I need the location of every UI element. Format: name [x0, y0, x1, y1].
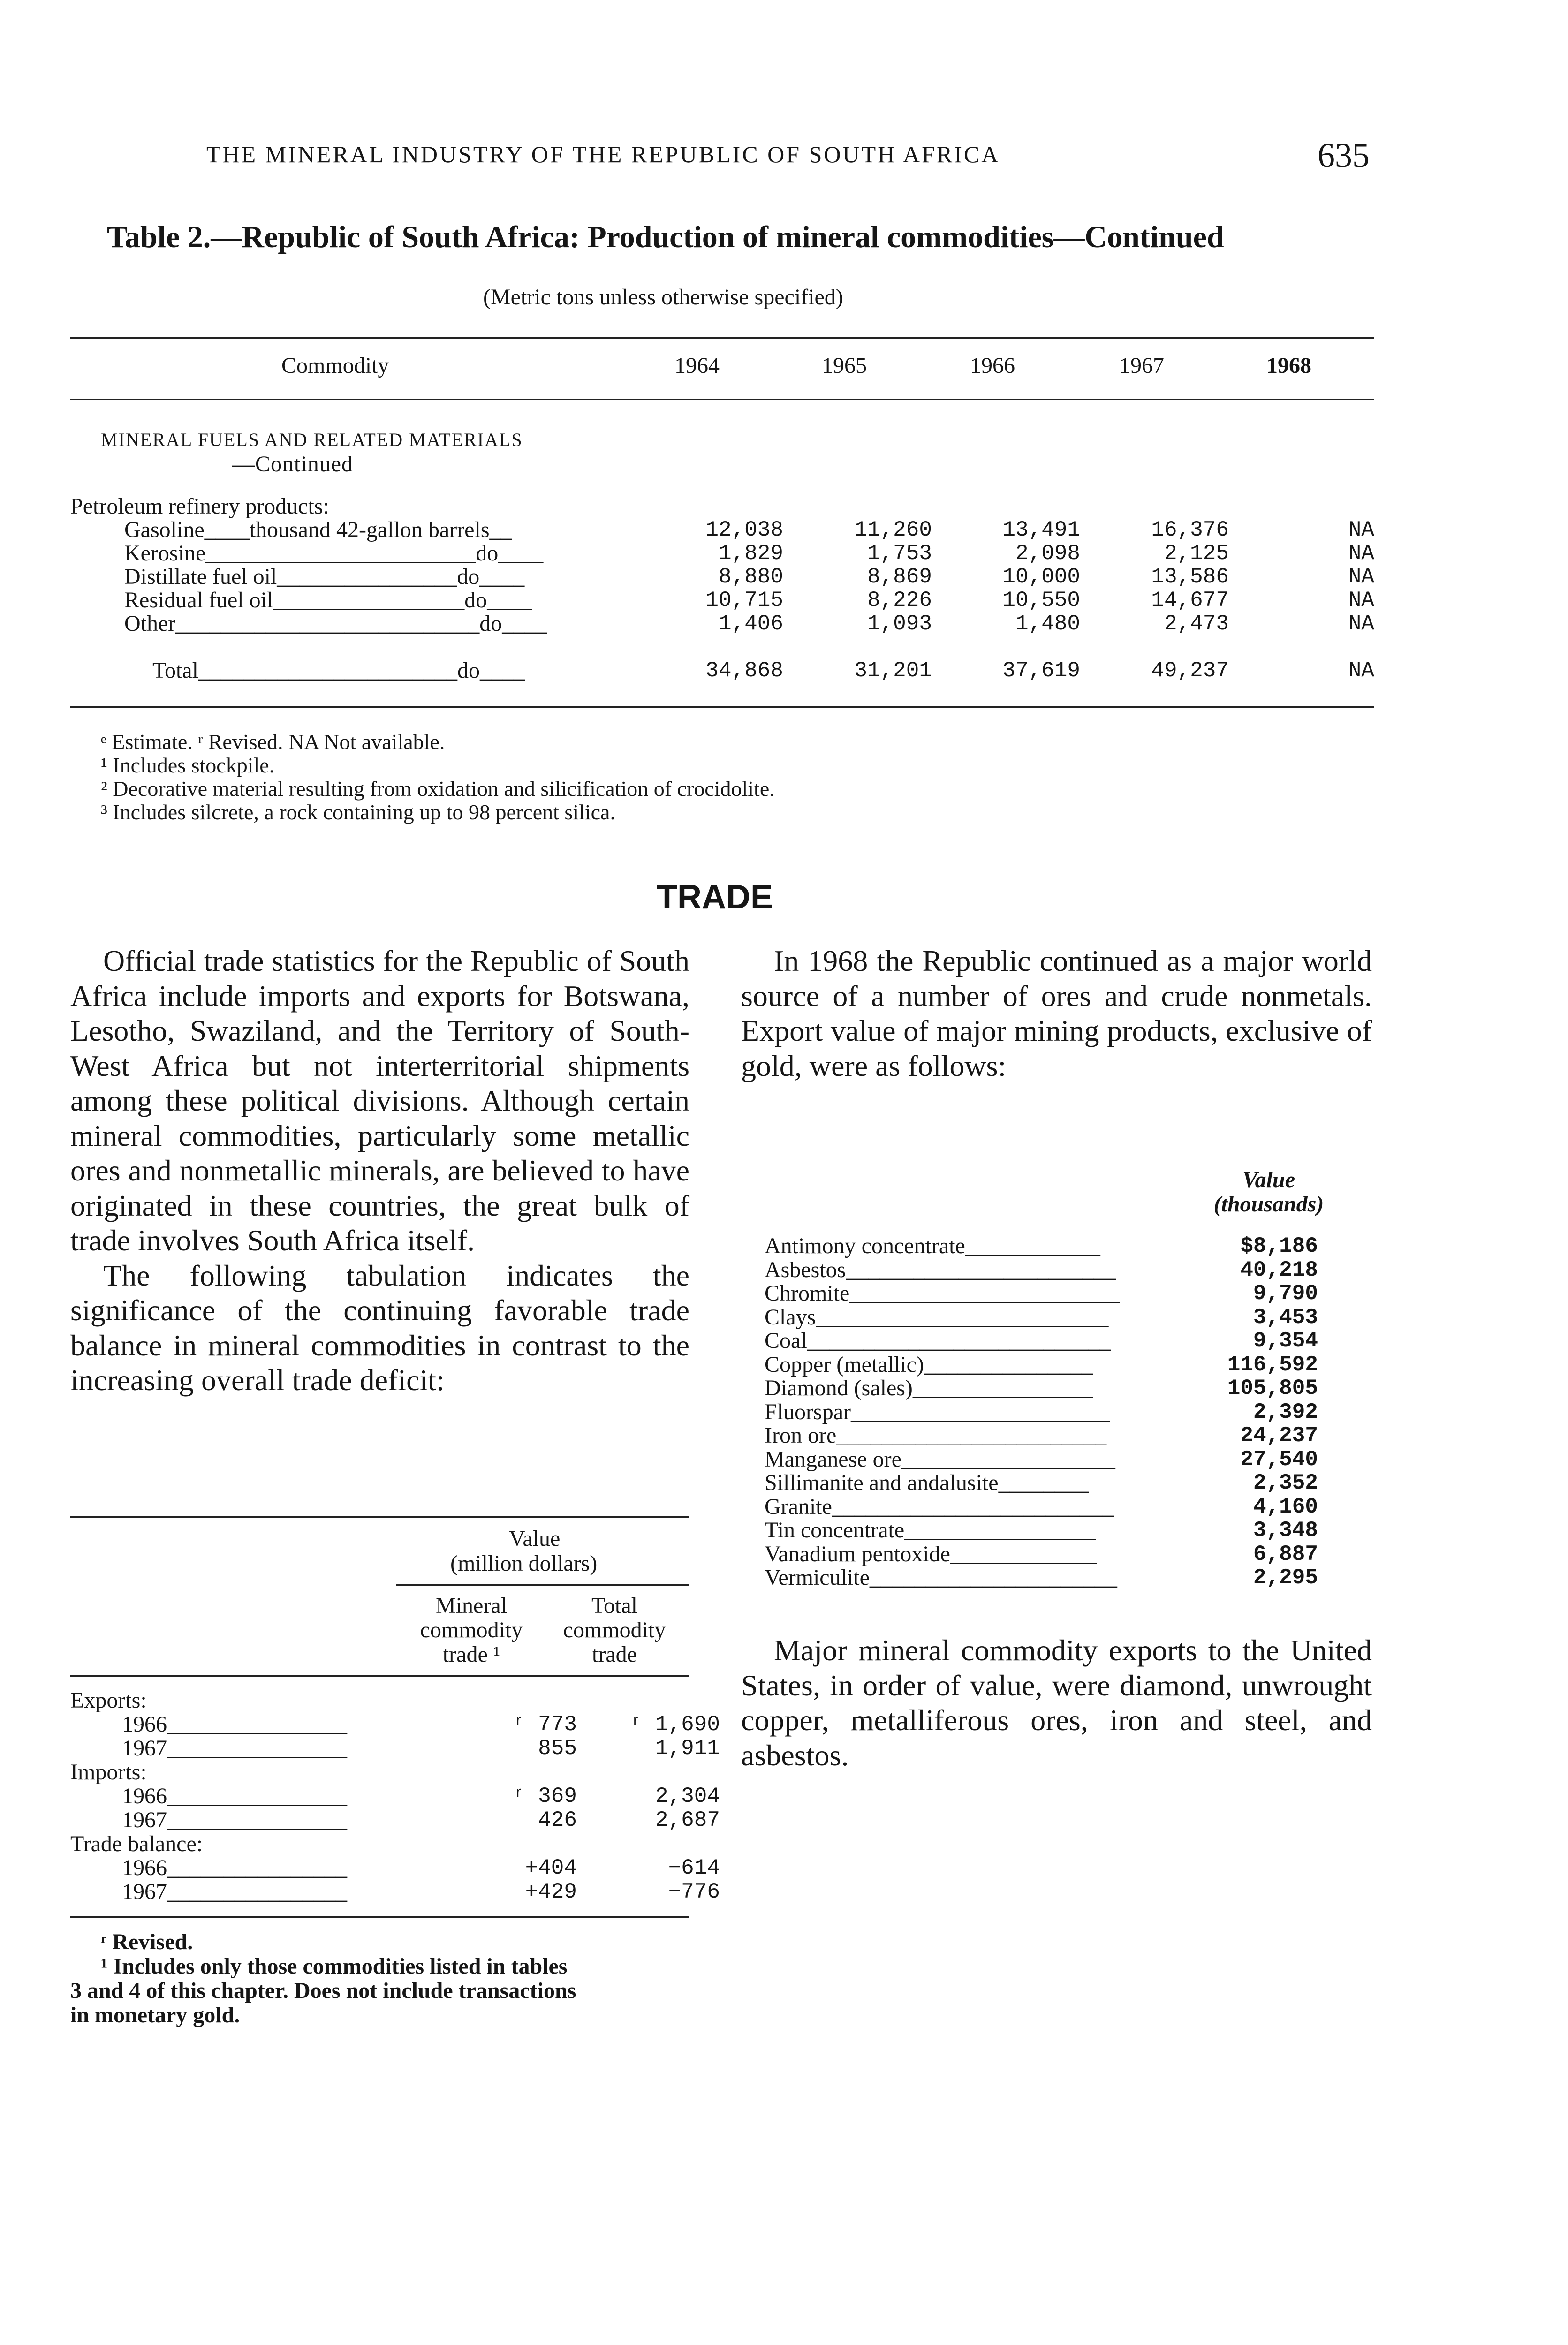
- cell: 1,480: [1015, 612, 1080, 636]
- list-item: [765, 1353, 1318, 1377]
- balance-value-unit: (million dollars): [450, 1551, 598, 1576]
- list-item: [765, 1424, 1318, 1448]
- cell: 1,911: [655, 1736, 720, 1761]
- list-item: [765, 1329, 1318, 1353]
- table-row: [70, 1808, 720, 1832]
- list-item: [765, 1566, 1318, 1590]
- cell: 37,619: [1002, 658, 1080, 683]
- item-label: Sillimanite and andalusite________: [765, 1470, 1089, 1495]
- item-label: Iron ore________________________: [765, 1423, 1107, 1448]
- table-subtitle: (Metric tons unless otherwise specified): [483, 285, 843, 310]
- item-value: 9,354: [1253, 1329, 1318, 1353]
- page-number: 635: [1318, 136, 1370, 175]
- cell: 1,753: [867, 541, 932, 566]
- balance-head-bottom-rule: [70, 1675, 689, 1677]
- footnote: ¹ Includes stockpile.: [101, 753, 275, 777]
- cell: ʳ 369: [512, 1784, 577, 1808]
- list-item: [765, 1377, 1318, 1400]
- list-item: [765, 1234, 1318, 1258]
- item-value: 2,295: [1253, 1566, 1318, 1590]
- cell: 16,376: [1151, 518, 1229, 542]
- item-value: 2,352: [1253, 1471, 1318, 1495]
- cell: 1,093: [867, 612, 932, 636]
- list-item: [765, 1400, 1318, 1424]
- table-top-rule: [70, 337, 1374, 339]
- row-label: 1967________________: [122, 1736, 347, 1761]
- item-label: Granite_________________________: [765, 1494, 1114, 1519]
- cell: 8,226: [867, 588, 932, 613]
- item-label: Diamond (sales)________________: [765, 1376, 1093, 1400]
- row-label: Imports:: [70, 1760, 147, 1785]
- footnote: in monetary gold.: [70, 2003, 240, 2027]
- table-row: [70, 1712, 720, 1737]
- footnote: ᵉ Estimate. ʳ Revised. NA Not available.: [101, 730, 445, 754]
- row-label: Distillate fuel oil________________do____: [124, 564, 525, 589]
- paragraph: In 1968 the Republic continued as a major world source of a number of ores and crude nonmetals. Export value of major mining products, exclusive of gold, were as follows:: [741, 944, 1372, 1082]
- group-label: Petroleum refinery products:: [70, 494, 329, 519]
- cell: 8,880: [718, 565, 783, 589]
- cell: NA: [1348, 565, 1374, 589]
- table-row: [70, 1855, 720, 1880]
- row-label: 1967________________: [122, 1808, 347, 1832]
- cell: NA: [1348, 518, 1374, 542]
- section-title: MINERAL FUELS AND RELATED MATERIALS: [101, 429, 523, 450]
- item-label: Manganese ore___________________: [765, 1446, 1115, 1472]
- trade-heading: TRADE: [657, 878, 773, 916]
- total-label: Total_______________________do____: [152, 658, 525, 683]
- cell: 1,406: [718, 612, 783, 636]
- balance-value-head: Value: [509, 1526, 561, 1551]
- cell: 10,550: [1002, 588, 1080, 613]
- cell: 8,869: [867, 565, 932, 589]
- balance-head-rule: [396, 1584, 689, 1586]
- list-item: [765, 1258, 1318, 1282]
- page-header: [206, 136, 1370, 178]
- balance-table-body: [70, 1688, 720, 1904]
- cell: 426: [538, 1808, 577, 1832]
- item-label: Coal___________________________: [765, 1328, 1111, 1353]
- item-value: 40,218: [1240, 1257, 1318, 1282]
- item-value: 2,392: [1253, 1399, 1318, 1424]
- table-head-rule: [70, 399, 1374, 400]
- row-label: Trade balance:: [70, 1831, 203, 1856]
- cell: NA: [1348, 541, 1374, 566]
- footnote: 3 and 4 of this chapter. Does not include transactions: [70, 1978, 576, 2003]
- item-label: Antimony concentrate____________: [765, 1233, 1100, 1258]
- cell: −614: [668, 1856, 720, 1880]
- cell: ʳ 1,690: [629, 1712, 720, 1737]
- cell: +429: [525, 1880, 577, 1904]
- row-label: 1966________________: [122, 1712, 347, 1737]
- item-label: Tin concentrate_________________: [765, 1518, 1096, 1543]
- item-value: 6,887: [1253, 1542, 1318, 1566]
- footnote: ² Decorative material resulting from oxidation and silicification of crocidolite.: [101, 777, 775, 801]
- cell: 10,715: [705, 588, 783, 613]
- col-head-1964: 1964: [674, 353, 720, 378]
- table-bottom-rule: [70, 706, 1374, 708]
- list-item: [765, 1543, 1318, 1566]
- list-item: [765, 1306, 1318, 1330]
- footnote: ʳ Revised.: [101, 1929, 193, 1954]
- table-row: [70, 1784, 720, 1808]
- paragraph: The following tabulation indicates the significance of the continuing favorable trade balance in mineral commodities in contrast to the increasing overall trade deficit:: [70, 1258, 689, 1397]
- cell: NA: [1348, 658, 1374, 683]
- item-value: 3,348: [1253, 1518, 1318, 1543]
- item-label: Vermiculite______________________: [765, 1565, 1117, 1590]
- item-value: 105,805: [1227, 1376, 1318, 1400]
- item-label: Vanadium pentoxide_____________: [765, 1541, 1097, 1566]
- cell: 10,000: [1002, 565, 1080, 589]
- col-head-commodity: Commodity: [281, 353, 389, 378]
- item-label: Copper (metallic)_______________: [765, 1352, 1093, 1377]
- right-column-intro: [741, 944, 1372, 1083]
- balance-footnotes: [70, 1930, 699, 2027]
- cell: 11,260: [854, 518, 932, 542]
- list-item: [765, 1448, 1318, 1472]
- right-column-closing: [741, 1633, 1372, 1773]
- col-head-mineral-trade: Mineral commodity trade ¹: [420, 1593, 523, 1667]
- col-head-1965: 1965: [822, 353, 867, 378]
- item-label: Fluorspar_______________________: [765, 1399, 1110, 1424]
- running-head: THE MINERAL INDUSTRY OF THE REPUBLIC OF SOUTH AFRICA: [206, 141, 1000, 167]
- cell: 31,201: [854, 658, 932, 683]
- row-label: Kerosine________________________do____: [124, 541, 544, 566]
- list-item: [765, 1471, 1318, 1495]
- cell: ʳ 773: [512, 1712, 577, 1737]
- cell: NA: [1348, 588, 1374, 613]
- item-value: 3,453: [1253, 1305, 1318, 1330]
- item-value: 9,790: [1253, 1281, 1318, 1306]
- row-label: Residual fuel oil_________________do____: [124, 588, 532, 613]
- item-label: Chromite________________________: [765, 1281, 1120, 1306]
- balance-table-bottom-rule: [70, 1916, 689, 1918]
- cell: 14,677: [1151, 588, 1229, 613]
- balance-table-top-rule: [70, 1516, 689, 1518]
- cell: 855: [538, 1736, 577, 1761]
- col-head-1966: 1966: [970, 353, 1015, 378]
- item-value: 116,592: [1227, 1352, 1318, 1377]
- item-value: 24,237: [1240, 1423, 1318, 1448]
- table-title: Table 2.—Republic of South Africa: Production of mineral commodities—Continued: [107, 220, 1224, 254]
- footnote: ¹ Includes only those commodities listed in tables: [101, 1954, 568, 1979]
- table-row: [70, 1879, 720, 1904]
- cell: 2,125: [1164, 541, 1229, 566]
- cell: 12,038: [705, 518, 783, 542]
- row-label: 1966________________: [122, 1784, 347, 1808]
- cell: 2,098: [1015, 541, 1080, 566]
- list-item: [765, 1519, 1318, 1543]
- list-item: [765, 1282, 1318, 1306]
- footnote: ³ Includes silcrete, a rock containing up to 98 percent silica.: [101, 800, 615, 824]
- cell: 2,304: [655, 1784, 720, 1808]
- left-column-text: [70, 944, 689, 1398]
- cell: 34,868: [705, 658, 783, 683]
- exports-value-head: Value (thousands): [1213, 1167, 1324, 1217]
- cell: 13,491: [1002, 518, 1080, 542]
- row-label: 1967________________: [122, 1879, 347, 1904]
- item-label: Clays__________________________: [765, 1304, 1109, 1330]
- item-value: $8,186: [1240, 1234, 1318, 1258]
- item-label: Asbestos________________________: [765, 1257, 1116, 1282]
- row-label: Gasoline____thousand 42-gallon barrels__: [124, 517, 512, 542]
- cell: NA: [1348, 612, 1374, 636]
- cell: −776: [668, 1880, 720, 1904]
- row-label: Other___________________________do____: [124, 611, 547, 636]
- exports-list: [765, 1234, 1318, 1590]
- cell: 2,687: [655, 1808, 720, 1832]
- col-head-1968: 1968: [1266, 353, 1311, 378]
- item-value: 4,160: [1253, 1494, 1318, 1519]
- cell: +404: [525, 1856, 577, 1880]
- section-continued: —Continued: [232, 452, 353, 477]
- cell: 1,829: [718, 541, 783, 566]
- table-row: [70, 1736, 720, 1761]
- row-label: 1966________________: [122, 1855, 347, 1880]
- table-row: [70, 1760, 689, 1784]
- paragraph: Major mineral commodity exports to the United States, in order of value, were diamond, unwrought copper, metalliferous ores, iron and steel, and asbestos.: [741, 1634, 1372, 1772]
- cell: 13,586: [1151, 565, 1229, 589]
- section-heading: [101, 428, 523, 477]
- list-item: [765, 1495, 1318, 1519]
- paragraph: Official trade statistics for the Republic of South Africa include imports and exports for Botswana, Lesotho, Swaziland, and the Territory of South-West Africa but not interterritorial shipments among these political divisions. Although certain mineral commodities, particularly some metallic ores and nonmetallic minerals, are believed to have originated in these countries, the great bulk of trade involves South Africa itself.: [70, 944, 689, 1257]
- row-label: Exports:: [70, 1688, 147, 1713]
- col-head-1967: 1967: [1119, 353, 1164, 378]
- col-head-total-trade: Total commodity trade: [563, 1593, 666, 1667]
- table-row: [70, 1688, 689, 1712]
- item-value: 27,540: [1240, 1447, 1318, 1472]
- cell: 2,473: [1164, 612, 1229, 636]
- table-row: [70, 1832, 689, 1856]
- cell: 49,237: [1151, 658, 1229, 683]
